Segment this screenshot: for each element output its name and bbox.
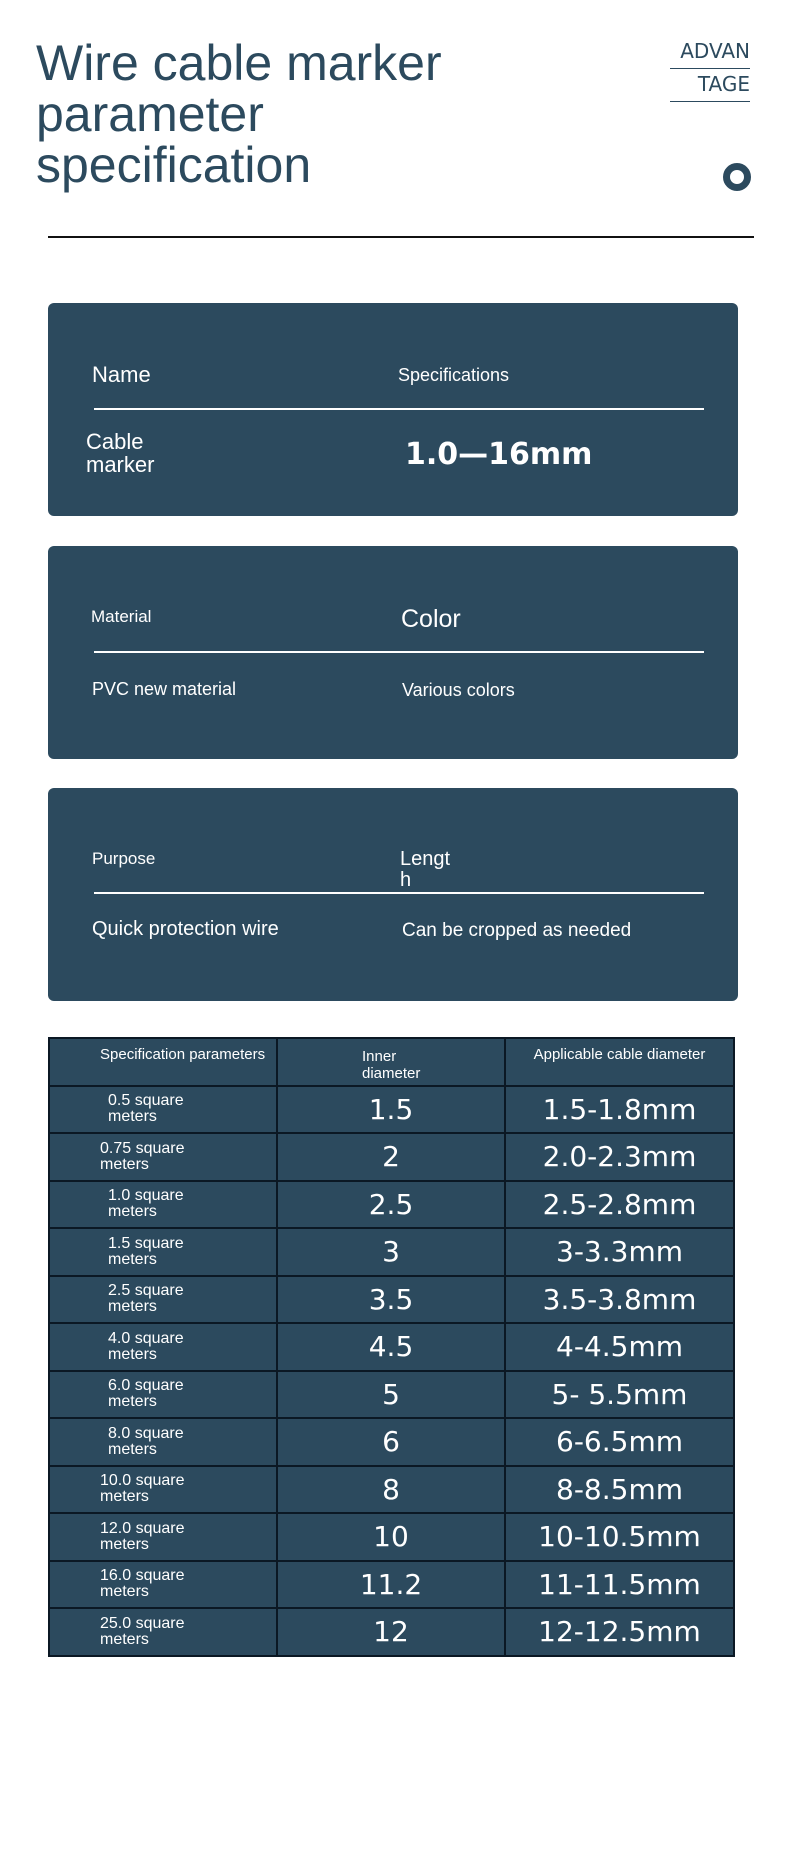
inner-diameter-cell: 4.5 bbox=[277, 1323, 505, 1371]
table-row bbox=[49, 1418, 734, 1466]
inner-diameter-cell: 2 bbox=[277, 1133, 505, 1181]
card-value-purpose: Quick protection wire bbox=[92, 918, 279, 940]
title-line-2: parameter bbox=[36, 86, 264, 142]
spec-cell bbox=[49, 1181, 277, 1229]
card-value-material: PVC new material bbox=[92, 679, 237, 699]
material-color-card bbox=[48, 546, 738, 759]
inner-diameter-cell: 12 bbox=[277, 1608, 505, 1656]
cable-diameter-cell: 1.5-1.8mm bbox=[505, 1086, 734, 1134]
table-row bbox=[49, 1323, 734, 1371]
cable-diameter-cell: 3-3.3mm bbox=[505, 1228, 734, 1276]
inner-diameter-cell: 3.5 bbox=[277, 1276, 505, 1324]
spec-text: 1.0 square meters bbox=[108, 1187, 184, 1221]
card-label-purpose: Purpose bbox=[92, 849, 156, 868]
spec-cell bbox=[49, 1371, 277, 1419]
page-title bbox=[36, 35, 496, 193]
spec-cell bbox=[49, 1418, 277, 1466]
card-label-material: Material bbox=[91, 607, 152, 626]
table-row bbox=[49, 1608, 734, 1656]
inner-diameter-cell: 8 bbox=[277, 1466, 505, 1514]
cable-diameter-cell: 2.5-2.8mm bbox=[505, 1181, 734, 1229]
advantage-line-2: TAGE bbox=[670, 73, 750, 102]
cable-diameter-cell: 12-12.5mm bbox=[505, 1608, 734, 1656]
header-divider bbox=[48, 236, 754, 238]
inner-diameter-cell: 11.2 bbox=[277, 1561, 505, 1609]
card-label-color: Color bbox=[401, 605, 461, 633]
ring-icon bbox=[723, 163, 751, 191]
spec-cell bbox=[49, 1228, 277, 1276]
specification-table bbox=[48, 1037, 735, 1657]
table-row bbox=[49, 1228, 734, 1276]
header-applicable-cable-diameter: Applicable cable diameter bbox=[505, 1038, 734, 1086]
spec-cell bbox=[49, 1133, 277, 1181]
card-label-name: Name bbox=[92, 362, 151, 387]
table-row bbox=[49, 1276, 734, 1324]
spec-cell bbox=[49, 1086, 277, 1134]
cable-diameter-cell: 2.0-2.3mm bbox=[505, 1133, 734, 1181]
spec-cell bbox=[49, 1466, 277, 1514]
cable-diameter-cell: 5- 5.5mm bbox=[505, 1371, 734, 1419]
card-value-length: Can be cropped as needed bbox=[402, 920, 632, 941]
name-spec-card bbox=[48, 303, 738, 516]
table-row bbox=[49, 1561, 734, 1609]
inner-diameter-cell: 3 bbox=[277, 1228, 505, 1276]
card-value-name: Cable marker bbox=[86, 429, 155, 477]
inner-diameter-cell: 1.5 bbox=[277, 1086, 505, 1134]
inner-diameter-cell: 6 bbox=[277, 1418, 505, 1466]
spec-text: 16.0 square meters bbox=[100, 1567, 185, 1601]
advantage-line-1: ADVAN bbox=[670, 40, 750, 69]
spec-text: 4.0 square meters bbox=[108, 1329, 184, 1363]
card-label-specifications: Specifications bbox=[398, 365, 510, 385]
spec-cell bbox=[49, 1608, 277, 1656]
card-divider bbox=[94, 892, 704, 894]
purpose-length-card bbox=[48, 788, 738, 1001]
table-row bbox=[49, 1133, 734, 1181]
table-row bbox=[49, 1466, 734, 1514]
card-value-color: Various colors bbox=[402, 680, 515, 700]
table-row bbox=[49, 1513, 734, 1561]
spec-cell bbox=[49, 1276, 277, 1324]
inner-diameter-cell: 10 bbox=[277, 1513, 505, 1561]
spec-text: 10.0 square meters bbox=[100, 1472, 185, 1506]
title-line-1: Wire cable marker bbox=[36, 35, 442, 91]
spec-text: 2.5 square meters bbox=[108, 1282, 184, 1316]
spec-text: 0.75 square meters bbox=[100, 1139, 185, 1173]
spec-text: 0.5 square meters bbox=[108, 1092, 184, 1126]
card-label-length: Length bbox=[400, 848, 451, 891]
table-row bbox=[49, 1086, 734, 1134]
table-row bbox=[49, 1371, 734, 1419]
card-divider bbox=[94, 408, 704, 410]
spec-cell bbox=[49, 1561, 277, 1609]
cable-diameter-cell: 4-4.5mm bbox=[505, 1323, 734, 1371]
cable-diameter-cell: 8-8.5mm bbox=[505, 1466, 734, 1514]
spec-text: 12.0 square meters bbox=[100, 1519, 185, 1553]
title-line-3: specification bbox=[36, 137, 312, 193]
spec-text: 1.5 square meters bbox=[108, 1234, 184, 1268]
inner-diameter-cell: 5 bbox=[277, 1371, 505, 1419]
inner-diameter-cell: 2.5 bbox=[277, 1181, 505, 1229]
cable-diameter-cell: 10-10.5mm bbox=[505, 1513, 734, 1561]
header-inner-diameter: Inner diameter bbox=[362, 1047, 421, 1082]
table-header-row bbox=[49, 1038, 734, 1086]
advantage-label bbox=[670, 40, 750, 106]
card-divider bbox=[94, 651, 704, 653]
cable-diameter-cell: 11-11.5mm bbox=[505, 1561, 734, 1609]
spec-text: 25.0 square meters bbox=[100, 1614, 185, 1648]
spec-cell bbox=[49, 1323, 277, 1371]
cable-diameter-cell: 3.5-3.8mm bbox=[505, 1276, 734, 1324]
header-specification-parameters: Specification parameters bbox=[49, 1038, 277, 1086]
table-row bbox=[49, 1181, 734, 1229]
spec-text: 8.0 square meters bbox=[108, 1424, 184, 1458]
spec-cell bbox=[49, 1513, 277, 1561]
cable-diameter-cell: 6-6.5mm bbox=[505, 1418, 734, 1466]
card-value-specifications: 1.0—16mm bbox=[405, 437, 593, 472]
spec-text: 6.0 square meters bbox=[108, 1377, 184, 1411]
